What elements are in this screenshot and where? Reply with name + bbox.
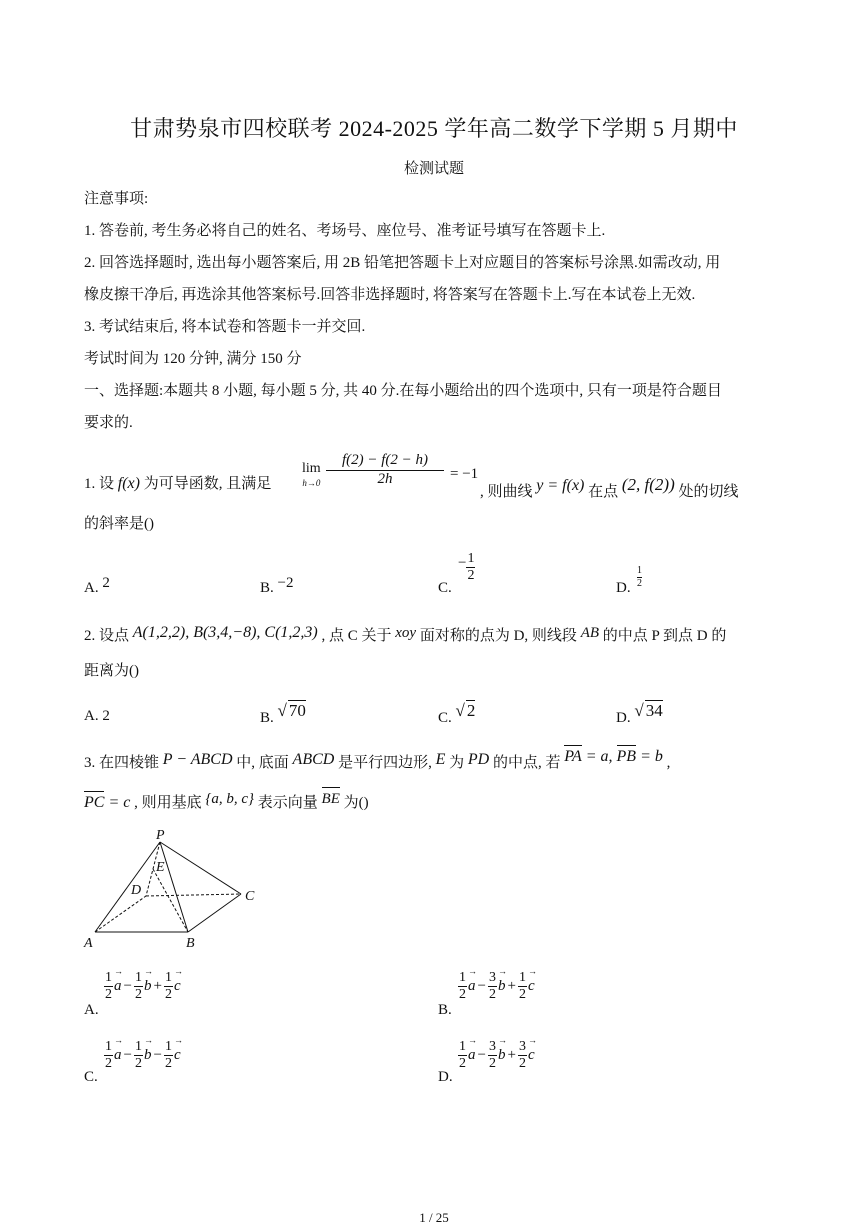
basis-vector: a → [114, 978, 122, 995]
q1-option-a: A. 2 [84, 575, 110, 596]
coefficient-fraction: $\frac{1}{2}$ [164, 1039, 172, 1071]
q1-option-c: C. [438, 580, 452, 596]
limit-operator: lim h→0 [302, 461, 321, 488]
question-3-stem: 3. 在四棱锥 P − ABCD 中, 底面 ABCD 是平行四边形, E 为 PD 的中点, 若 PA = a, PB = b , [84, 748, 671, 771]
edge-pc [160, 842, 241, 894]
edge-pa [95, 842, 160, 932]
q3-option-b [458, 970, 535, 1003]
section-1-line-1: 一、选择题:本题共 8 小题, 每小题 5 分, 共 40 分.在每小题给出的四个选项中, 只有一项是符合题目 [84, 383, 722, 399]
basis-vector: b → [144, 978, 152, 995]
q2-option-d: D. √ 34 [616, 701, 663, 726]
coefficient-fraction: $\frac{1}{2}$ [459, 970, 466, 1002]
exam-time: 考试时间为 120 分钟, 满分 150 分 [84, 351, 302, 367]
notice-heading: 注意事项: [84, 191, 149, 207]
page-title: 甘肃势泉市四校联考 2024-2025 学年高二数学下学期 5 月期中 [130, 116, 738, 141]
operator: − [123, 1047, 132, 1063]
coefficient-fraction: $\frac{1}{2}$ [459, 1039, 466, 1071]
coefficient-fraction: $\frac{3}{2}$ [518, 1039, 526, 1071]
coefficient-fraction: $\frac{1}{2}$ [164, 970, 172, 1002]
operator: − [153, 1047, 162, 1063]
q3-option-b-label: B. [438, 1002, 452, 1018]
basis-vector: b → [498, 1047, 506, 1064]
section-1-line-2: 要求的. [84, 415, 133, 431]
basis-vector: c → [174, 1047, 181, 1064]
operator: + [507, 1047, 516, 1063]
notice-item-1: 1. 答卷前, 考生务必将自己的姓名、考场号、座位号、准考证号填写在答题卡上. [84, 223, 606, 239]
curve-equation: y = f(x) [536, 477, 585, 494]
basis-vector: a → [468, 1047, 476, 1064]
edge-dc [146, 894, 241, 896]
label-b: B [186, 936, 195, 951]
edge-ad [95, 896, 146, 932]
coefficient-fraction: $\frac{1}{2}$ [105, 970, 112, 1002]
q1-option-c-value: − $\frac{1}{2}$ [458, 551, 475, 583]
coefficient-fraction: $\frac{1}{2}$ [134, 1039, 142, 1071]
coefficient-fraction: $\frac{3}{2}$ [488, 1039, 496, 1071]
operator: − [477, 978, 486, 994]
q2-option-c: C. √ 2 [438, 701, 476, 726]
q3-option-a [104, 970, 181, 1003]
limit-fraction: f(2) − f(2 − h) 2h [326, 452, 444, 488]
pyramid-figure [80, 826, 270, 952]
label-p: P [156, 828, 165, 843]
segment-be [153, 869, 188, 932]
basis-vector: c → [174, 978, 181, 995]
q3-option-d-label: D. [438, 1069, 453, 1085]
tangent-point: (2, f(2)) [621, 475, 675, 494]
basis-vector: c → [528, 1047, 535, 1064]
operator: + [507, 978, 516, 994]
label-c: C [245, 889, 255, 904]
q3-option-c [104, 1039, 181, 1072]
question-3-stem-cont: PC = c , 则用基底 {a, b, c} 表示向量 BE 为() [84, 791, 369, 811]
question-1-stem: 1. 设 f(x) 为可导函数, 且满足 [84, 475, 272, 492]
coefficient-fraction: $\frac{1}{2}$ [518, 970, 526, 1002]
q2-option-a: A. 2 [84, 708, 110, 724]
page-number: 1 / 25 [419, 1210, 449, 1225]
q1-option-d: D. [616, 580, 631, 596]
question-1-stem-end: 的斜率是() [84, 516, 154, 532]
q2-option-b: B. √ 70 [260, 701, 306, 726]
q1-option-b: B. −2 [260, 575, 294, 596]
label-e: E [156, 860, 165, 875]
page-subtitle: 检测试题 [403, 161, 464, 177]
notice-item-2b: 橡皮擦干净后, 再选涂其他答案标号.回答非选择题时, 将答案写在答题卡上.写在本试卷上无效. [84, 287, 696, 303]
basis-vector: b → [144, 1047, 152, 1064]
question-1-stem-cont: , 则曲线 y = f(x) 在点 (2, f(2)) 处的切线 [480, 475, 739, 500]
points-abc: A(1,2,2), B(3,4,−8), C(1,2,3) [132, 624, 318, 641]
basis-vector: a → [114, 1047, 122, 1064]
q3-option-a-label: A. [84, 1002, 99, 1018]
label-a: A [84, 936, 93, 951]
q3-option-c-label: C. [84, 1069, 98, 1085]
coefficient-fraction: $\frac{3}{2}$ [488, 970, 496, 1002]
q1-option-d-value: 1 2 [637, 565, 642, 589]
basis-vector: b → [498, 978, 506, 995]
question-2-stem-end: 距离为() [84, 663, 139, 679]
question-2-stem: 2. 设点 A(1,2,2), B(3,4,−8), C(1,2,3) , 点 C 关于 xoy 面对称的点为 D, 则线段 AB 的中点 P 到点 D 的 [84, 624, 727, 644]
function-fx: f(x) [117, 475, 140, 492]
operator: − [123, 978, 132, 994]
edge-bc [188, 894, 241, 932]
operator: − [477, 1047, 486, 1063]
label-d: D [131, 883, 142, 898]
basis-vector: c → [528, 978, 535, 995]
edge-pb [160, 842, 188, 932]
limit-value: = −1 [450, 466, 479, 482]
basis-vector: a → [468, 978, 476, 995]
coefficient-fraction: $\frac{1}{2}$ [105, 1039, 112, 1071]
coefficient-fraction: $\frac{1}{2}$ [134, 970, 142, 1002]
operator: + [153, 978, 162, 994]
q3-option-d [458, 1039, 535, 1072]
notice-item-2a: 2. 回答选择题时, 选出每小题答案后, 用 2B 铅笔把答题卡上对应题目的答案标号涂黑.如需改动, 用 [84, 255, 721, 271]
notice-item-3: 3. 考试结束后, 将本试卷和答题卡一并交回. [84, 319, 366, 335]
